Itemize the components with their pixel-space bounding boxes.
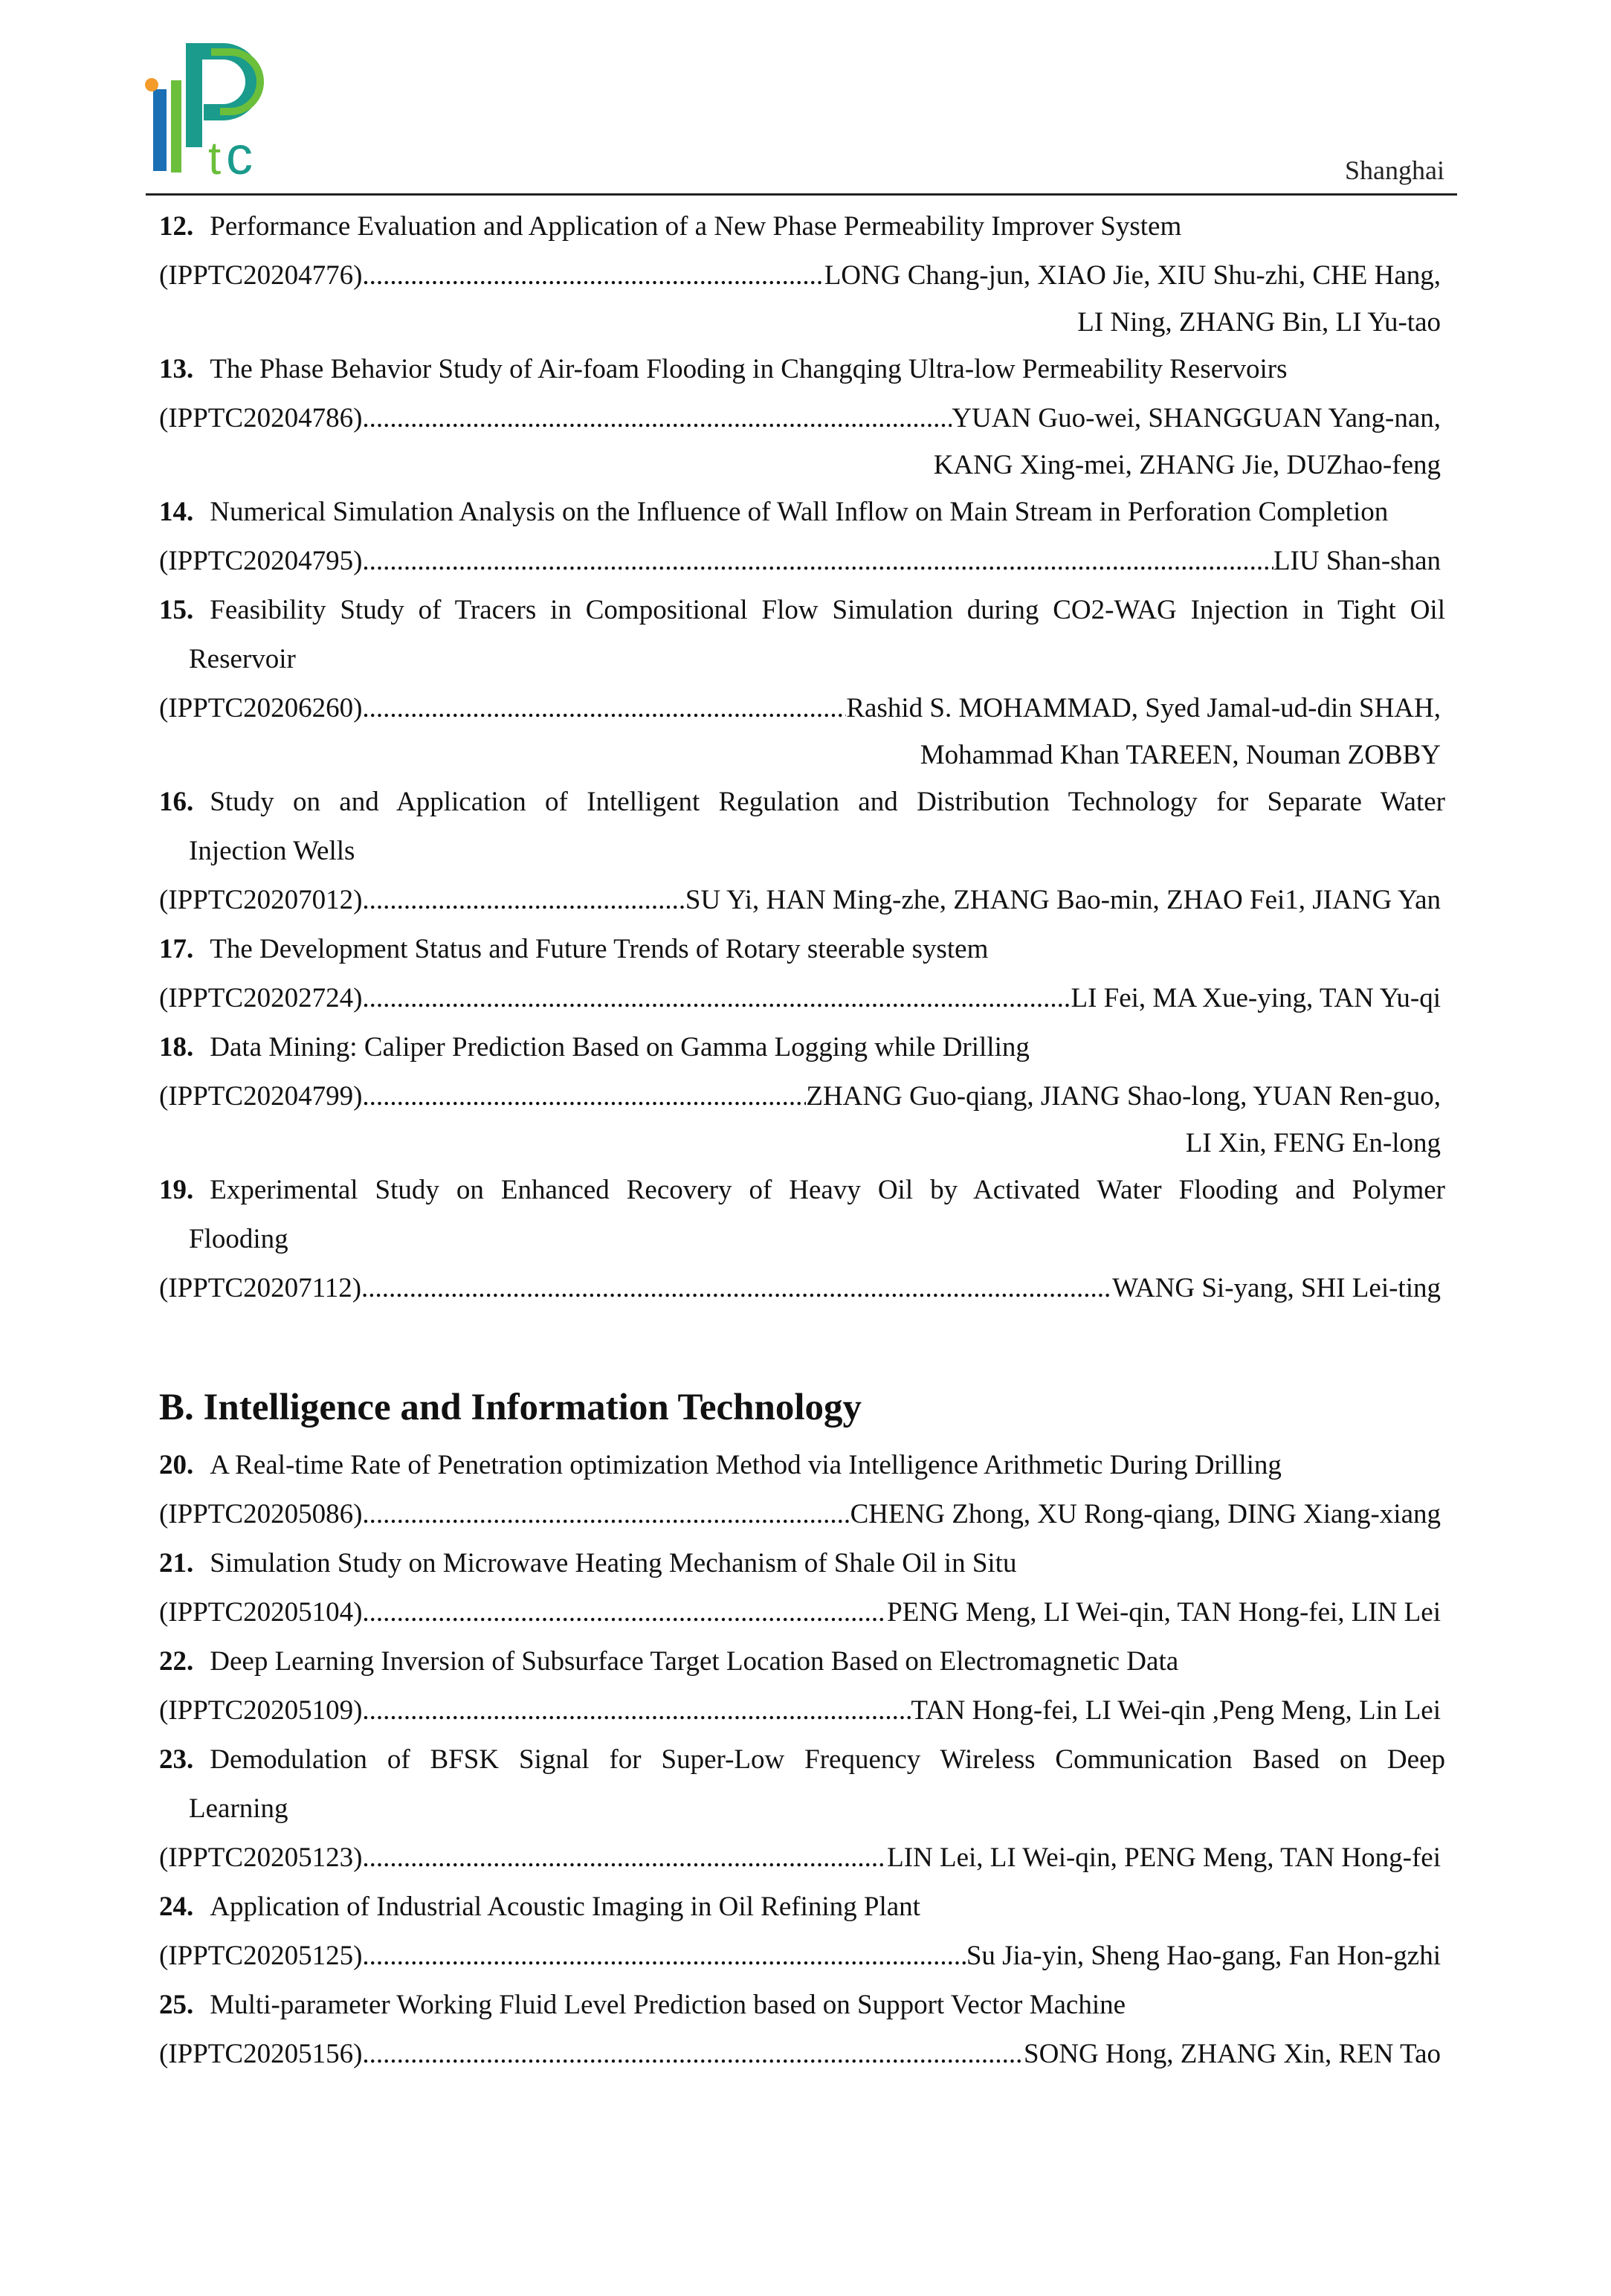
toc-entry <box>159 1023 1445 1166</box>
entry-reference-line <box>159 1834 1445 1883</box>
dot-leader <box>362 1490 850 1539</box>
entry-title-continued: Learning <box>189 1793 288 1824</box>
toc-entry <box>159 778 1445 925</box>
entry-authors: SONG Hong, ZHANG Xin, REN Tao <box>1024 2039 1441 2069</box>
dot-leader <box>362 974 1071 1023</box>
entry-number: 15. <box>159 595 194 625</box>
toc-entry <box>159 1981 1445 2079</box>
dot-leader <box>362 251 824 300</box>
entry-title: Demodulation of BFSK Signal for Super-Low Frequency Wireless Communication Based on Deep <box>210 1744 1445 1775</box>
entry-authors: TAN Hong-fei, LI Wei-qin ,Peng Meng, Lin Lei <box>911 1695 1441 1726</box>
entry-reference-line <box>159 1264 1445 1313</box>
header-city: Shanghai <box>1345 155 1444 185</box>
entry-number: 21. <box>159 1548 194 1578</box>
dot-leader <box>362 1932 966 1981</box>
toc-entry <box>159 586 1445 778</box>
entry-reference-line <box>159 2030 1445 2079</box>
entry-title: Study on and Application of Intelligent Regulation and Distribution Technology for Separate Water <box>210 787 1445 817</box>
entry-authors: WANG Si-yang, SHI Lei-ting <box>1112 1273 1441 1303</box>
entry-authors: Rashid S. MOHAMMAD, Syed Jamal-ud-din SHAH, <box>846 693 1441 723</box>
entry-reference-line <box>159 394 1445 443</box>
paper-code: (IPPTC20202724) <box>159 983 363 1013</box>
paper-code: (IPPTC20205086) <box>159 1499 363 1529</box>
paper-code: (IPPTC20204795) <box>159 546 363 576</box>
svg-text:t: t <box>208 133 222 184</box>
entry-reference-line <box>159 1932 1445 1981</box>
paper-code: (IPPTC20207112) <box>159 1273 362 1303</box>
toc-entry <box>159 1539 1445 1637</box>
toc-list-section-a <box>159 202 1445 1313</box>
entry-title-line <box>159 1735 1445 1784</box>
entry-authors: SU Yi, HAN Ming-zhe, ZHANG Bao-min, ZHAO Fei1, JIANG Yan <box>685 885 1441 915</box>
toc-entry <box>159 202 1445 345</box>
entry-title: A Real-time Rate of Penetration optimization Method via Intelligence Arithmetic During Drilling <box>210 1450 1282 1480</box>
entry-title-line <box>159 1441 1445 1490</box>
entry-title-line <box>159 345 1445 394</box>
dot-leader <box>362 684 846 733</box>
entry-authors: YUAN Guo-wei, SHANGGUAN Yang-nan, <box>952 403 1441 433</box>
entry-reference-line <box>159 1490 1445 1539</box>
paper-code: (IPPTC20206260) <box>159 693 363 723</box>
entry-reference-line <box>159 1686 1445 1735</box>
toc-content <box>159 202 1445 2079</box>
entry-title: The Development Status and Future Trends of Rotary steerable system <box>210 934 989 964</box>
entry-authors: LIU Shan-shan <box>1273 546 1441 576</box>
entry-reference-line <box>159 1072 1445 1121</box>
entry-title-line <box>159 586 1445 635</box>
entry-title: Application of Industrial Acoustic Imaging in Oil Refining Plant <box>210 1892 920 1922</box>
entry-title-line <box>159 1883 1445 1932</box>
entry-number: 23. <box>159 1744 194 1775</box>
entry-number: 18. <box>159 1032 194 1062</box>
entry-title: Simulation Study on Microwave Heating Mechanism of Shale Oil in Situ <box>210 1548 1017 1578</box>
paper-code: (IPPTC20205156) <box>159 2039 363 2069</box>
entry-title-line <box>159 778 1445 827</box>
dot-leader <box>362 394 952 443</box>
entry-number: 24. <box>159 1892 194 1922</box>
entry-number: 19. <box>159 1175 194 1205</box>
entry-title: Data Mining: Caliper Prediction Based on Gamma Logging while Drilling <box>210 1032 1030 1062</box>
entry-authors: LI Fei, MA Xue-ying, TAN Yu-qi <box>1071 983 1441 1013</box>
entry-title-continued: Injection Wells <box>189 836 355 866</box>
entry-authors: ZHANG Guo-qiang, JIANG Shao-long, YUAN Ren-guo, <box>806 1081 1441 1112</box>
paper-code: (IPPTC20205104) <box>159 1597 363 1628</box>
entry-title: The Phase Behavior Study of Air-foam Flooding in Changqing Ultra-low Permeability Reservoirs <box>210 354 1288 384</box>
entry-reference-line <box>159 537 1445 586</box>
entry-title: Deep Learning Inversion of Subsurface Target Location Based on Electromagnetic Data <box>210 1646 1179 1677</box>
paper-code: (IPPTC20205125) <box>159 1941 363 1971</box>
entry-number: 16. <box>159 787 194 817</box>
entry-reference-line <box>159 876 1445 925</box>
toc-entry <box>159 1166 1445 1313</box>
entry-authors: LIN Lei, LI Wei-qin, PENG Meng, TAN Hong-fei <box>887 1842 1441 1873</box>
dot-leader <box>362 537 1273 586</box>
dot-leader <box>362 1686 911 1735</box>
entry-title-line <box>159 925 1445 974</box>
toc-entry <box>159 1883 1445 1981</box>
entry-authors: CHENG Zhong, XU Rong-qiang, DING Xiang-xiang <box>850 1499 1441 1529</box>
toc-entry <box>159 345 1445 488</box>
entry-authors-continued: Mohammad Khan TAREEN, Nouman ZOBBY <box>920 740 1441 770</box>
entry-reference-line <box>159 251 1445 300</box>
entry-number: 20. <box>159 1450 194 1480</box>
entry-reference-line <box>159 684 1445 733</box>
entry-title-continued: Flooding <box>189 1224 288 1254</box>
entry-title-line <box>159 202 1445 251</box>
entry-authors-continued: LI Ning, ZHANG Bin, LI Yu-tao <box>1077 307 1441 338</box>
entry-number: 22. <box>159 1646 194 1677</box>
entry-title-continued: Reservoir <box>189 644 296 674</box>
ipptc-logo <box>143 36 277 184</box>
toc-entry <box>159 1637 1445 1735</box>
toc-entry <box>159 1441 1445 1539</box>
entry-number: 25. <box>159 1990 194 2020</box>
entry-title-line <box>159 1539 1445 1588</box>
dot-leader <box>362 876 685 925</box>
entry-authors-continued: KANG Xing-mei, ZHANG Jie, DUZhao-feng <box>933 450 1441 480</box>
entry-authors: Su Jia-yin, Sheng Hao-gang, Fan Hon-gzhi <box>966 1941 1441 1971</box>
entry-number: 17. <box>159 934 194 964</box>
dot-leader <box>361 1264 1112 1313</box>
paper-code: (IPPTC20204776) <box>159 260 363 291</box>
entry-title-line <box>159 1981 1445 2030</box>
dot-leader <box>362 1834 887 1883</box>
toc-entry <box>159 1735 1445 1883</box>
entry-title-line <box>159 1166 1445 1215</box>
toc-entry <box>159 925 1445 1023</box>
paper-code: (IPPTC20204799) <box>159 1081 363 1112</box>
entry-title: Multi-parameter Working Fluid Level Prediction based on Support Vector Machine <box>210 1990 1126 2020</box>
toc-entry <box>159 488 1445 586</box>
paper-code: (IPPTC20205123) <box>159 1842 363 1873</box>
entry-reference-line <box>159 1588 1445 1637</box>
entry-title: Feasibility Study of Tracers in Compositional Flow Simulation during CO2-WAG Injection in Tight Oil <box>210 595 1445 625</box>
entry-title-line <box>159 1023 1445 1072</box>
section-heading: B. Intelligence and Information Technology <box>159 1387 862 1428</box>
entry-title: Numerical Simulation Analysis on the Influence of Wall Inflow on Main Stream in Perforation Completion <box>210 497 1389 527</box>
entry-number: 12. <box>159 211 194 242</box>
entry-authors: PENG Meng, LI Wei-qin, TAN Hong-fei, LIN Lei <box>887 1597 1441 1628</box>
entry-number: 14. <box>159 497 194 527</box>
entry-authors: LONG Chang-jun, XIAO Jie, XIU Shu-zhi, CHE Hang, <box>824 260 1441 291</box>
paper-code: (IPPTC20207012) <box>159 885 363 915</box>
dot-leader <box>362 1588 887 1637</box>
dot-leader <box>362 2030 1024 2079</box>
header-rule <box>146 193 1457 196</box>
entry-number: 13. <box>159 354 194 384</box>
dot-leader <box>362 1072 806 1121</box>
entry-title: Experimental Study on Enhanced Recovery of Heavy Oil by Activated Water Flooding and Polymer <box>210 1175 1445 1205</box>
toc-list-section-b <box>159 1441 1445 2079</box>
paper-code: (IPPTC20204786) <box>159 403 363 433</box>
entry-title-line <box>159 1637 1445 1686</box>
entry-title-line <box>159 488 1445 537</box>
entry-reference-line <box>159 974 1445 1023</box>
svg-text:c: c <box>226 126 253 184</box>
entry-title: Performance Evaluation and Application of a New Phase Permeability Improver System <box>210 211 1182 242</box>
paper-code: (IPPTC20205109) <box>159 1695 363 1726</box>
entry-authors-continued: LI Xin, FENG En-long <box>1185 1128 1441 1158</box>
